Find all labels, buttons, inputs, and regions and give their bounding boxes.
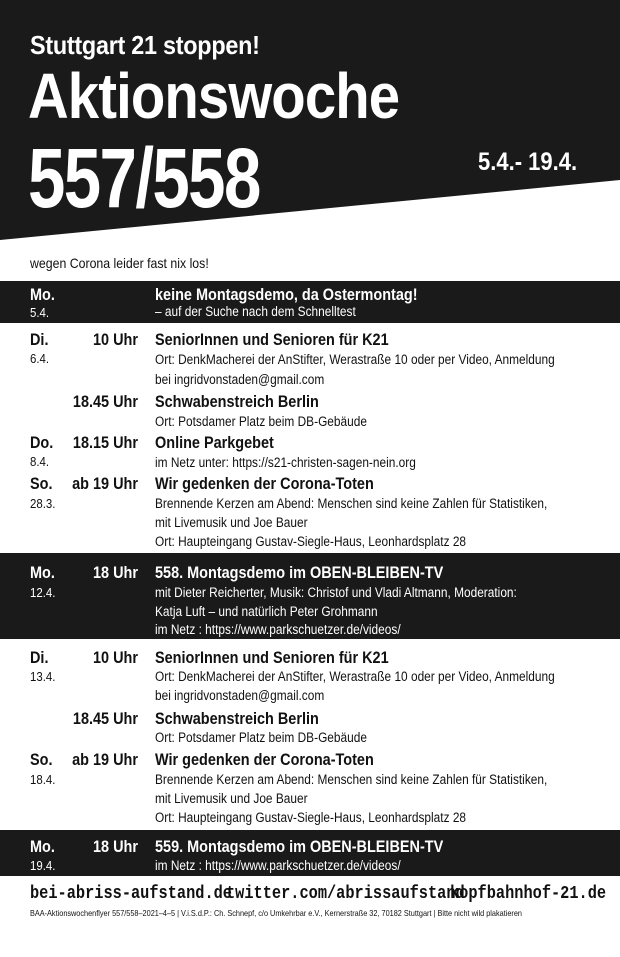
event-desc: mit Livemusik und Joe Bauer: [155, 515, 308, 530]
event-date: 5.4.: [30, 305, 50, 320]
event-date: 13.4.: [30, 669, 56, 684]
event-title: 559. Montagsdemo im OBEN-BLEIBEN-TV: [155, 837, 444, 856]
event-day: Di.: [30, 648, 49, 667]
event-title: keine Montagsdemo, da Ostermontag!: [155, 285, 418, 304]
event-time: ab 19 Uhr: [72, 474, 138, 493]
event-desc: mit Dieter Reicherter, Musik: Christof und Vladi Altmann, Moderation:: [155, 585, 517, 600]
event-day: So.: [30, 750, 53, 769]
event-date: 19.4.: [30, 858, 56, 873]
event-block-mon-12-4: [0, 553, 620, 639]
event-date: 28.3.: [30, 496, 56, 511]
event-desc: Brennende Kerzen am Abend: Menschen sind keine Zahlen für Statistiken,: [155, 772, 548, 787]
event-time: 18 Uhr: [93, 563, 138, 582]
event-day: Mo.: [30, 837, 55, 856]
header-dates: 5.4.- 19.4.: [478, 148, 578, 176]
event-desc: Ort: Potsdamer Platz beim DB-Gebäude: [155, 730, 367, 745]
event-time: ab 19 Uhr: [72, 750, 138, 769]
event-desc: Katja Luft – und natürlich Peter Grohmann: [155, 604, 378, 619]
event-date: 18.4.: [30, 772, 56, 787]
event-time: 18.45 Uhr: [72, 392, 138, 411]
event-desc: Ort: Haupteingang Gustav-Siegle-Haus, Leonhardsplatz 28: [155, 534, 467, 549]
event-desc: Ort: Haupteingang Gustav-Siegle-Haus, Leonhardsplatz 28: [155, 810, 467, 825]
header-number: 557/558: [28, 131, 260, 225]
header-banner: [0, 0, 620, 240]
event-day: Do.: [30, 433, 54, 452]
event-title: Online Parkgebet: [155, 433, 274, 452]
event-time: 18.15 Uhr: [72, 433, 138, 452]
event-title: Wir gedenken der Corona-Toten: [155, 750, 374, 769]
event-day: So.: [30, 474, 53, 493]
event-block-week1: [0, 323, 620, 553]
event-title: Wir gedenken der Corona-Toten: [155, 474, 374, 493]
footer-imprint: BAA-Aktionswochenflyer 557/558–2021–4–5 | V.i.S.d.P.: Ch. Schnepf, c/o Umkehrbar e.V., Kernerstraße 32, 70182 Stuttgart | Bitte nicht wild plakatieren: [30, 908, 522, 918]
event-day: Mo.: [30, 285, 55, 304]
event-time: 18.45 Uhr: [72, 709, 138, 728]
event-desc: – auf der Suche nach dem Schnelltest: [155, 304, 356, 319]
event-title: SeniorInnen und Senioren für K21: [155, 648, 389, 667]
event-desc: Ort: DenkMacherei der AnStifter, Werastraße 10 oder per Video, Anmeldung: [155, 669, 555, 684]
event-day: Mo.: [30, 563, 55, 582]
header-subtitle: Stuttgart 21 stoppen!: [30, 30, 260, 60]
event-time: 10 Uhr: [93, 648, 138, 667]
event-date: 12.4.: [30, 585, 56, 600]
event-time: 18 Uhr: [93, 837, 138, 856]
event-desc: im Netz : https://www.parkschuetzer.de/videos/: [155, 858, 401, 873]
event-desc: bei ingridvonstaden@gmail.com: [155, 372, 325, 387]
event-title: Schwabenstreich Berlin: [155, 392, 319, 411]
header-title: Aktionswoche: [28, 60, 400, 132]
event-desc: mit Livemusik und Joe Bauer: [155, 791, 308, 806]
event-title: SeniorInnen und Senioren für K21: [155, 330, 389, 349]
event-desc: im Netz unter: https://s21-christen-sagen-nein.org: [155, 455, 416, 470]
event-title: Schwabenstreich Berlin: [155, 709, 319, 728]
event-desc: Ort: DenkMacherei der AnStifter, Werastraße 10 oder per Video, Anmeldung: [155, 352, 555, 367]
event-desc: Ort: Potsdamer Platz beim DB-Gebäude: [155, 414, 367, 429]
event-time: 10 Uhr: [93, 330, 138, 349]
footer-link-kopfbahnhof[interactable]: kopfbahnhof-21.de: [450, 884, 607, 904]
event-desc: Brennende Kerzen am Abend: Menschen sind keine Zahlen für Statistiken,: [155, 496, 548, 511]
event-block-mon-19-4: [0, 830, 620, 876]
footer-link-twitter[interactable]: twitter.com/abrissaufstand: [226, 884, 465, 904]
event-block-mon-5-4: [0, 281, 620, 323]
event-desc: im Netz : https://www.parkschuetzer.de/videos/: [155, 622, 401, 637]
event-date: 6.4.: [30, 351, 50, 366]
event-desc: bei ingridvonstaden@gmail.com: [155, 688, 325, 703]
event-block-week2: [0, 639, 620, 829]
event-day: Di.: [30, 330, 49, 349]
footer-link-website[interactable]: bei-abriss-aufstand.de: [30, 884, 232, 904]
event-date: 8.4.: [30, 454, 50, 469]
intro-text: wegen Corona leider fast nix los!: [30, 255, 209, 271]
event-title: 558. Montagsdemo im OBEN-BLEIBEN-TV: [155, 563, 444, 582]
